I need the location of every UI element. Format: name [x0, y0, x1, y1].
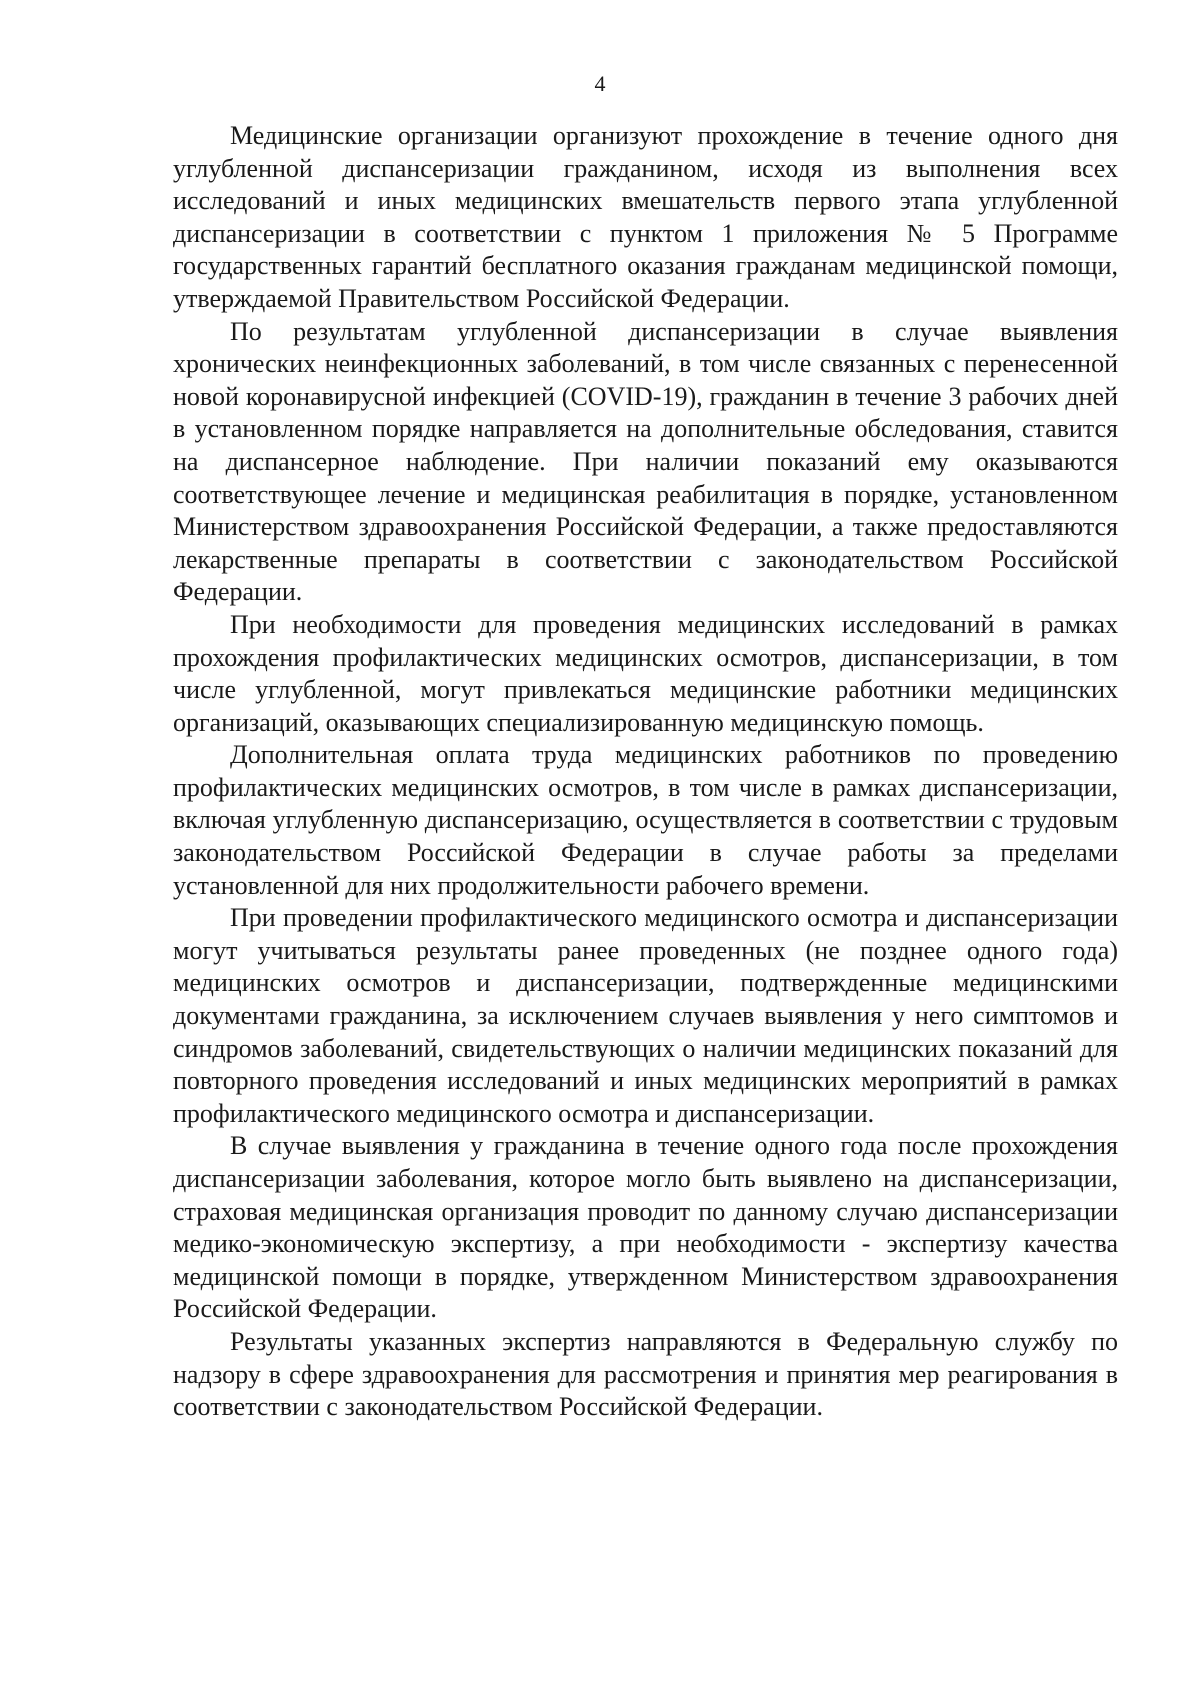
paragraph: Дополнительная оплата труда медицинских работников по проведению профилактических медицинских осмотров, в том числе в рамках диспансеризации, включая углубленную диспансеризацию, осуществляется в соответствии с трудовым законодательством Российской Федерации в случае работы за пределами установленной для них продолжительности рабочего времени.: [173, 740, 1118, 900]
document-body: [173, 120, 1118, 1424]
paragraph: При проведении профилактического медицинского осмотра и диспансеризации могут учитываться результаты ранее проведенных (не позднее одного года) медицинских осмотров и диспансеризации, подтвержденные медицинскими документами гражданина, за исключением случаев выявления у него симптомов и синдромов заболеваний, свидетельствующих о наличии медицинских показаний для повторного проведения исследований и иных медицинских мероприятий в рамках профилактического медицинского осмотра и диспансеризации.: [173, 903, 1118, 1128]
page-number: 4: [594, 71, 606, 96]
paragraph: Медицинские организации организуют прохождение в течение одного дня углубленной диспансеризации гражданином, исходя из выполнения всех исследований и иных медицинских вмешательств первого этапа углубленной диспансеризации в соответствии с пунктом 1 приложения № 5 Программе государственных гарантий бесплатного оказания гражданам медицинской помощи, утверждаемой Правительством Российской Федерации.: [173, 121, 1118, 313]
paragraph: В случае выявления у гражданина в течение одного года после прохождения диспансеризации заболевания, которое могло быть выявлено на диспансеризации, страховая медицинская организация проводит по данному случаю диспансеризации медико-экономическую экспертизу, а при необходимости - экспертизу качества медицинской помощи в порядке, утвержденном Министерством здравоохранения Российской Федерации.: [173, 1131, 1118, 1324]
paragraph: По результатам углубленной диспансеризации в случае выявления хронических неинфекционных заболеваний, в том числе связанных с перенесенной новой коронавирусной инфекцией (COVID-19), гражданин в течение 3 рабочих дней в установленном порядке направляется на дополнительные обследования, ставится на диспансерное наблюдение. При наличии показаний ему оказываются соответствующее лечение и медицинская реабилитация в порядке, установленном Министерством здравоохранения Российской Федерации, а также предоставляются лекарственные препараты в соответствии с законодательством Российской Федерации.: [173, 316, 1118, 607]
paragraph: При необходимости для проведения медицинских исследований в рамках прохождения профилактических медицинских осмотров, диспансеризации, в том числе углубленной, могут привлекаться медицинские работники медицинских организаций, оказывающих специализированную медицинскую помощь.: [173, 609, 1118, 737]
paragraph: Результаты указанных экспертиз направляются в Федеральную службу по надзору в сфере здравоохранения для рассмотрения и принятия мер реагирования в соответствии с законодательством Российской Федерации.: [173, 1326, 1118, 1422]
